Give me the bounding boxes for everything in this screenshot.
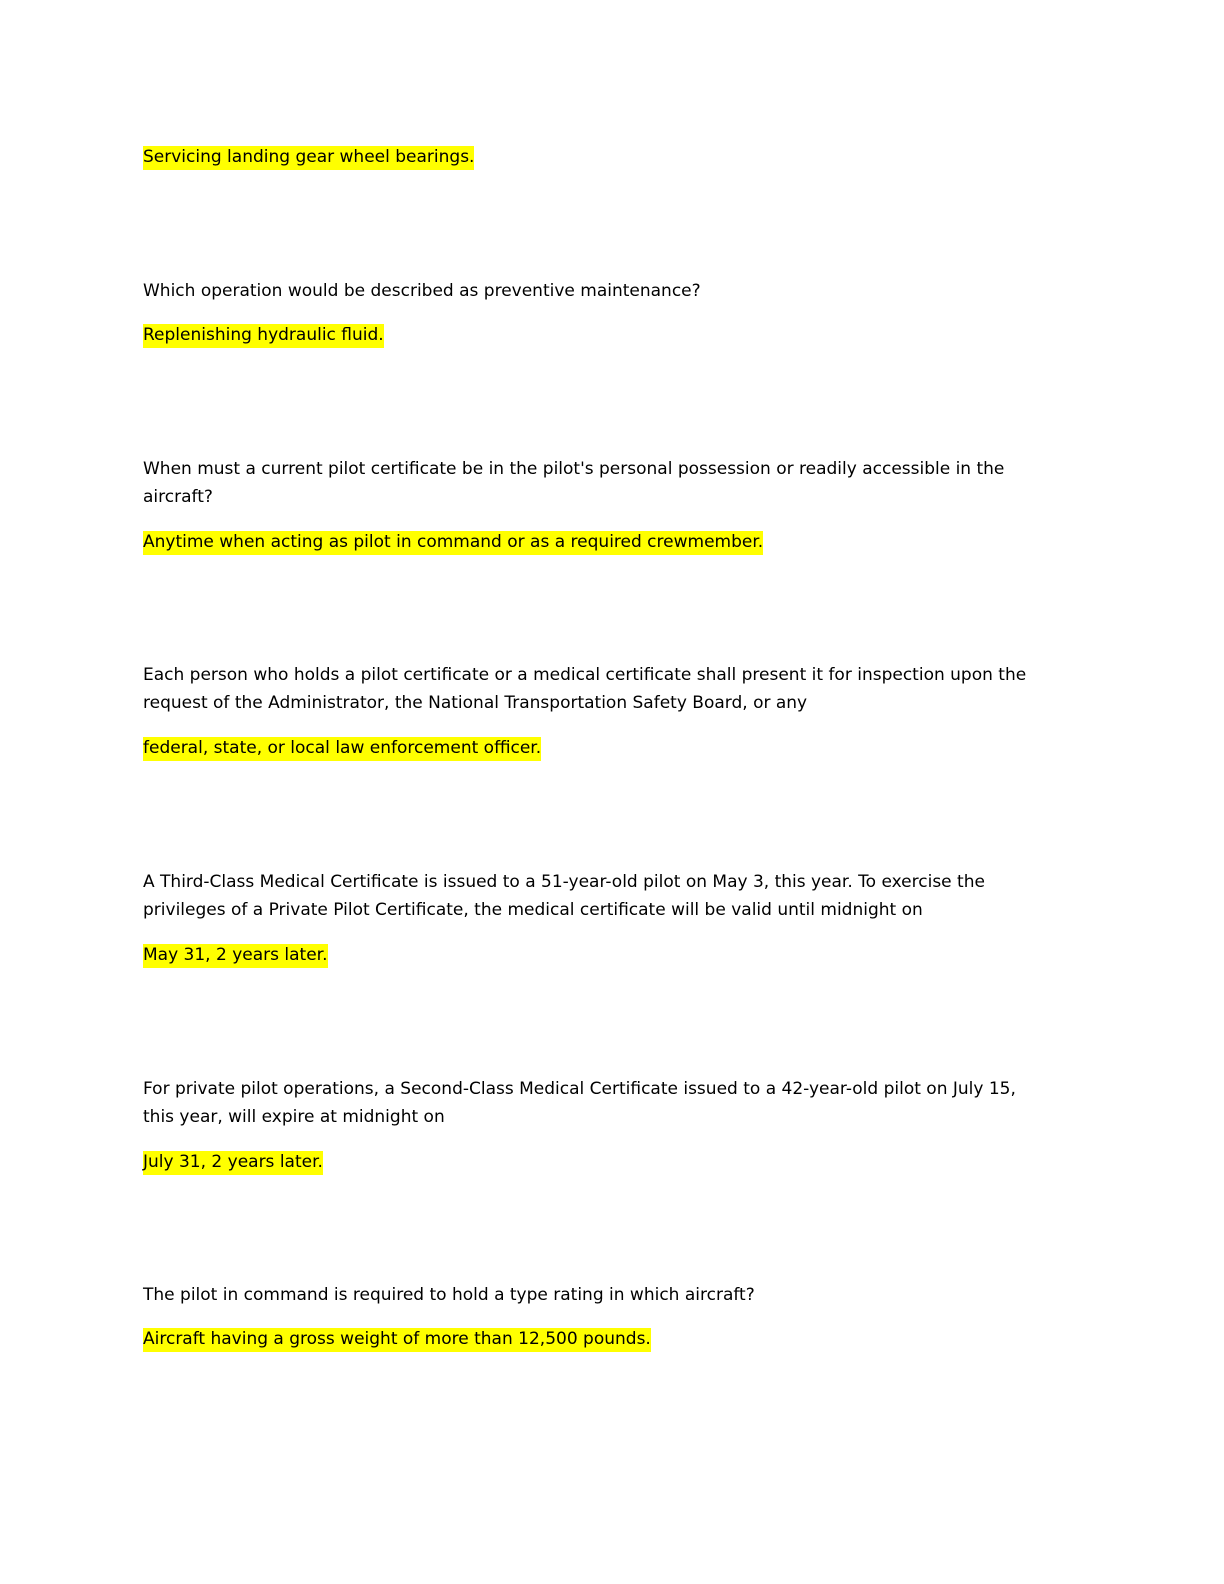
question-line: The pilot in command is required to hold a type rating in which aircraft? [143, 1285, 755, 1305]
highlighted-answer: July 31, 2 years later. [143, 1151, 323, 1175]
answer-line [143, 321, 384, 349]
question-line: Which operation would be described as preventive maintenance? [143, 281, 701, 301]
answer-line [143, 734, 541, 762]
highlighted-answer: Replenishing hydraulic fluid. [143, 324, 384, 348]
highlighted-answer: Servicing landing gear wheel bearings. [143, 146, 474, 170]
question-line: aircraft? [143, 487, 213, 507]
answer-line [143, 1325, 651, 1353]
question-line: privileges of a Private Pilot Certificate, the medical certificate will be valid until midnight on [143, 900, 923, 920]
answer-line [143, 1148, 323, 1176]
highlighted-answer: Anytime when acting as pilot in command or as a required crewmember. [143, 531, 763, 555]
answer-line [143, 941, 328, 969]
answer-line [143, 528, 763, 556]
highlighted-answer: federal, state, or local law enforcement officer. [143, 737, 541, 761]
question-line: A Third-Class Medical Certificate is issued to a 51-year-old pilot on May 3, this year. To exercise the [143, 872, 985, 892]
question-line: For private pilot operations, a Second-Class Medical Certificate issued to a 42-year-old pilot on July 15, [143, 1079, 1016, 1099]
highlighted-answer: Aircraft having a gross weight of more than 12,500 pounds. [143, 1328, 651, 1352]
question-line: this year, will expire at midnight on [143, 1107, 445, 1127]
answer-line [143, 143, 474, 171]
question-line: Each person who holds a pilot certificate or a medical certificate shall present it for inspection upon the [143, 665, 1027, 685]
question-line: When must a current pilot certificate be in the pilot's personal possession or readily accessible in the [143, 459, 1005, 479]
question-line: request of the Administrator, the National Transportation Safety Board, or any [143, 693, 808, 713]
highlighted-answer: May 31, 2 years later. [143, 944, 328, 968]
